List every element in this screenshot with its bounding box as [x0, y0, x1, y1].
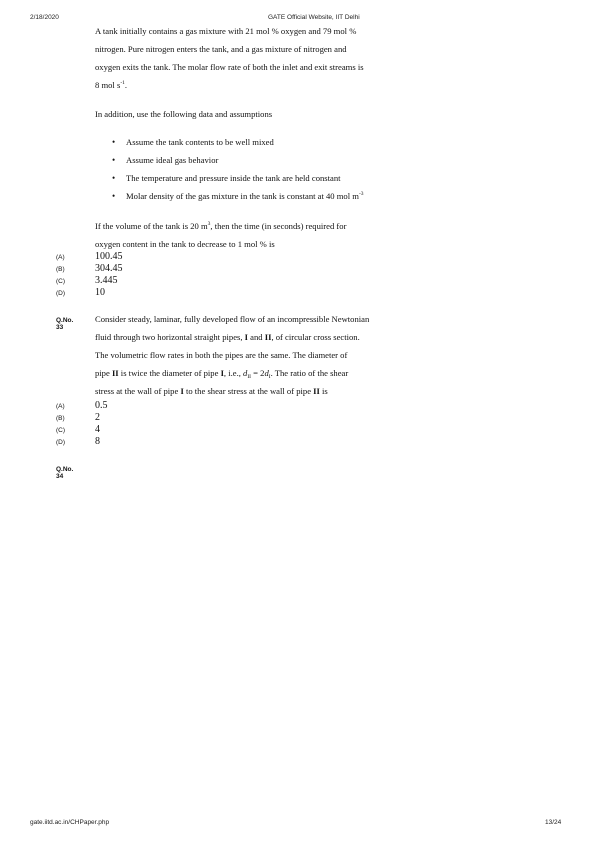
- q32-flow-exponent: -1: [120, 80, 125, 86]
- q32-flow-end: .: [124, 80, 128, 90]
- q33-option-b-label: (B): [56, 415, 65, 422]
- q33-pipe-2: II: [264, 332, 272, 342]
- q32-question-line-1: [95, 217, 425, 235]
- q32-volume-exponent: 3: [207, 221, 211, 227]
- eq-sub-2: II: [247, 374, 251, 380]
- q33-line-1: Consider steady, laminar, fully developed flow of an incompressible Newtonian: [95, 314, 370, 324]
- q33-line-2-a: fluid through two horizontal straight pipes,: [95, 332, 245, 342]
- q32-option-a-label: (A): [56, 254, 65, 261]
- q32-statement: [95, 22, 425, 94]
- q32-option-d-value: 10: [95, 287, 105, 298]
- q32-question-line-2: oxygen content in the tank to decrease to 1 mol % is: [95, 239, 275, 249]
- q33-pipe-1-ref2: I: [180, 386, 184, 396]
- q33-line-2: [95, 328, 425, 346]
- q33-option-c-value: 4: [95, 424, 100, 435]
- q32-bullet-2-text: Assume ideal gas behavior: [126, 155, 219, 165]
- eq-d-right: d: [264, 368, 269, 378]
- bullet-icon: •: [112, 155, 116, 165]
- eq-rhs: = 2: [250, 368, 265, 378]
- q32-question-text-a: If the volume of the tank is 20 m: [95, 221, 208, 231]
- q33-option-c-label: (C): [56, 427, 66, 434]
- q33-line-4-d: . The ratio of the shear: [270, 368, 349, 378]
- q32-option-a-value: 100.45: [95, 251, 123, 262]
- bullet-icon: •: [112, 173, 116, 183]
- q34-number-label: Q.No.: [56, 466, 74, 473]
- q33-number-value: 33: [56, 324, 64, 331]
- q33-statement: [95, 310, 425, 400]
- q33-number: [56, 317, 73, 331]
- q33-line-3: The volumetric flow rates in both the pipes are the same. The diameter of: [95, 350, 348, 360]
- q32-bullet-3-text: The temperature and pressure inside the tank are held constant: [126, 173, 341, 183]
- q33-line-5-a: stress at the wall of pipe: [95, 386, 181, 396]
- q32-bullet-4-text: Molar density of the gas mixture in the tank is constant at 40 mol m: [126, 191, 359, 201]
- bullet-icon: •: [112, 191, 116, 201]
- q33-option-d-value: 8: [95, 436, 100, 447]
- q33-diameter-equation: [243, 368, 271, 378]
- q33-line-4-a: pipe: [95, 368, 112, 378]
- q34-number-value: 34: [56, 473, 64, 480]
- q32-line-3: oxygen exits the tank. The molar flow rate of both the inlet and exit streams is: [95, 62, 364, 72]
- q33-pipe-2-ref2: II: [313, 386, 320, 396]
- eq-sub-1: I: [268, 374, 271, 380]
- q32-bullet-4-exponent: -3: [358, 191, 364, 197]
- q32-question-text-b: , then the time (in seconds) required for: [210, 221, 347, 231]
- q33-line-5-b: to the shear stress at the wall of pipe: [183, 386, 314, 396]
- q33-line-5: [95, 382, 425, 400]
- q33-line-5-c: is: [319, 386, 328, 396]
- q32-line-4: [95, 76, 425, 94]
- q33-line-2-b: , of circular cross section.: [271, 332, 360, 342]
- q33-option-a-value: 0.5: [95, 400, 108, 411]
- q32-option-b-value: 304.45: [95, 263, 123, 274]
- q32-line-1: A tank initially contains a gas mixture with 21 mol % oxygen and 79 mol %: [95, 26, 357, 36]
- q32-bullet-1: [112, 137, 274, 147]
- q33-line-4-c: , i.e.,: [223, 368, 244, 378]
- q32-bullet-2: [112, 155, 218, 165]
- q32-option-c-label: (C): [56, 278, 66, 285]
- q33-pipe-2-ref: II: [111, 368, 119, 378]
- q33-option-b-value: 2: [95, 412, 100, 423]
- q33-line-4: [95, 364, 425, 382]
- q33-pipe-1: I: [244, 332, 249, 342]
- q32-question: [95, 217, 425, 253]
- bullet-icon: •: [112, 137, 116, 147]
- q32-intro: In addition, use the following data and assumptions: [95, 109, 273, 119]
- q32-bullet-1-text: Assume the tank contents to be well mixed: [126, 137, 274, 147]
- q33-option-a-label: (A): [56, 403, 65, 410]
- q32-bullet-3: [112, 173, 341, 183]
- page-number: 13/24: [545, 819, 562, 826]
- q34-number: [56, 466, 73, 480]
- q32-bullet-4: [112, 191, 364, 201]
- q32-option-b-label: (B): [56, 266, 65, 273]
- q33-option-d-label: (D): [56, 439, 66, 446]
- q32-option-c-value: 3.445: [95, 275, 118, 286]
- q33-line-2-and: and: [248, 332, 265, 342]
- print-date: 2/18/2020: [30, 14, 59, 21]
- page-url: gate.iitd.ac.in/CHPaper.php: [30, 819, 110, 826]
- q32-option-d-label: (D): [56, 290, 66, 297]
- q32-line-2: nitrogen. Pure nitrogen enters the tank, and a gas mixture of nitrogen and: [95, 44, 347, 54]
- q33-line-4-b: is twice the diameter of pipe: [118, 368, 221, 378]
- page-header-title: GATE Official Website, IIT Delhi: [268, 14, 360, 21]
- q33-number-label: Q.No.: [56, 317, 74, 324]
- eq-d-left: d: [243, 368, 248, 378]
- q33-pipe-1-ref: I: [220, 368, 224, 378]
- q32-flow-rate: 8 mol s: [95, 80, 121, 90]
